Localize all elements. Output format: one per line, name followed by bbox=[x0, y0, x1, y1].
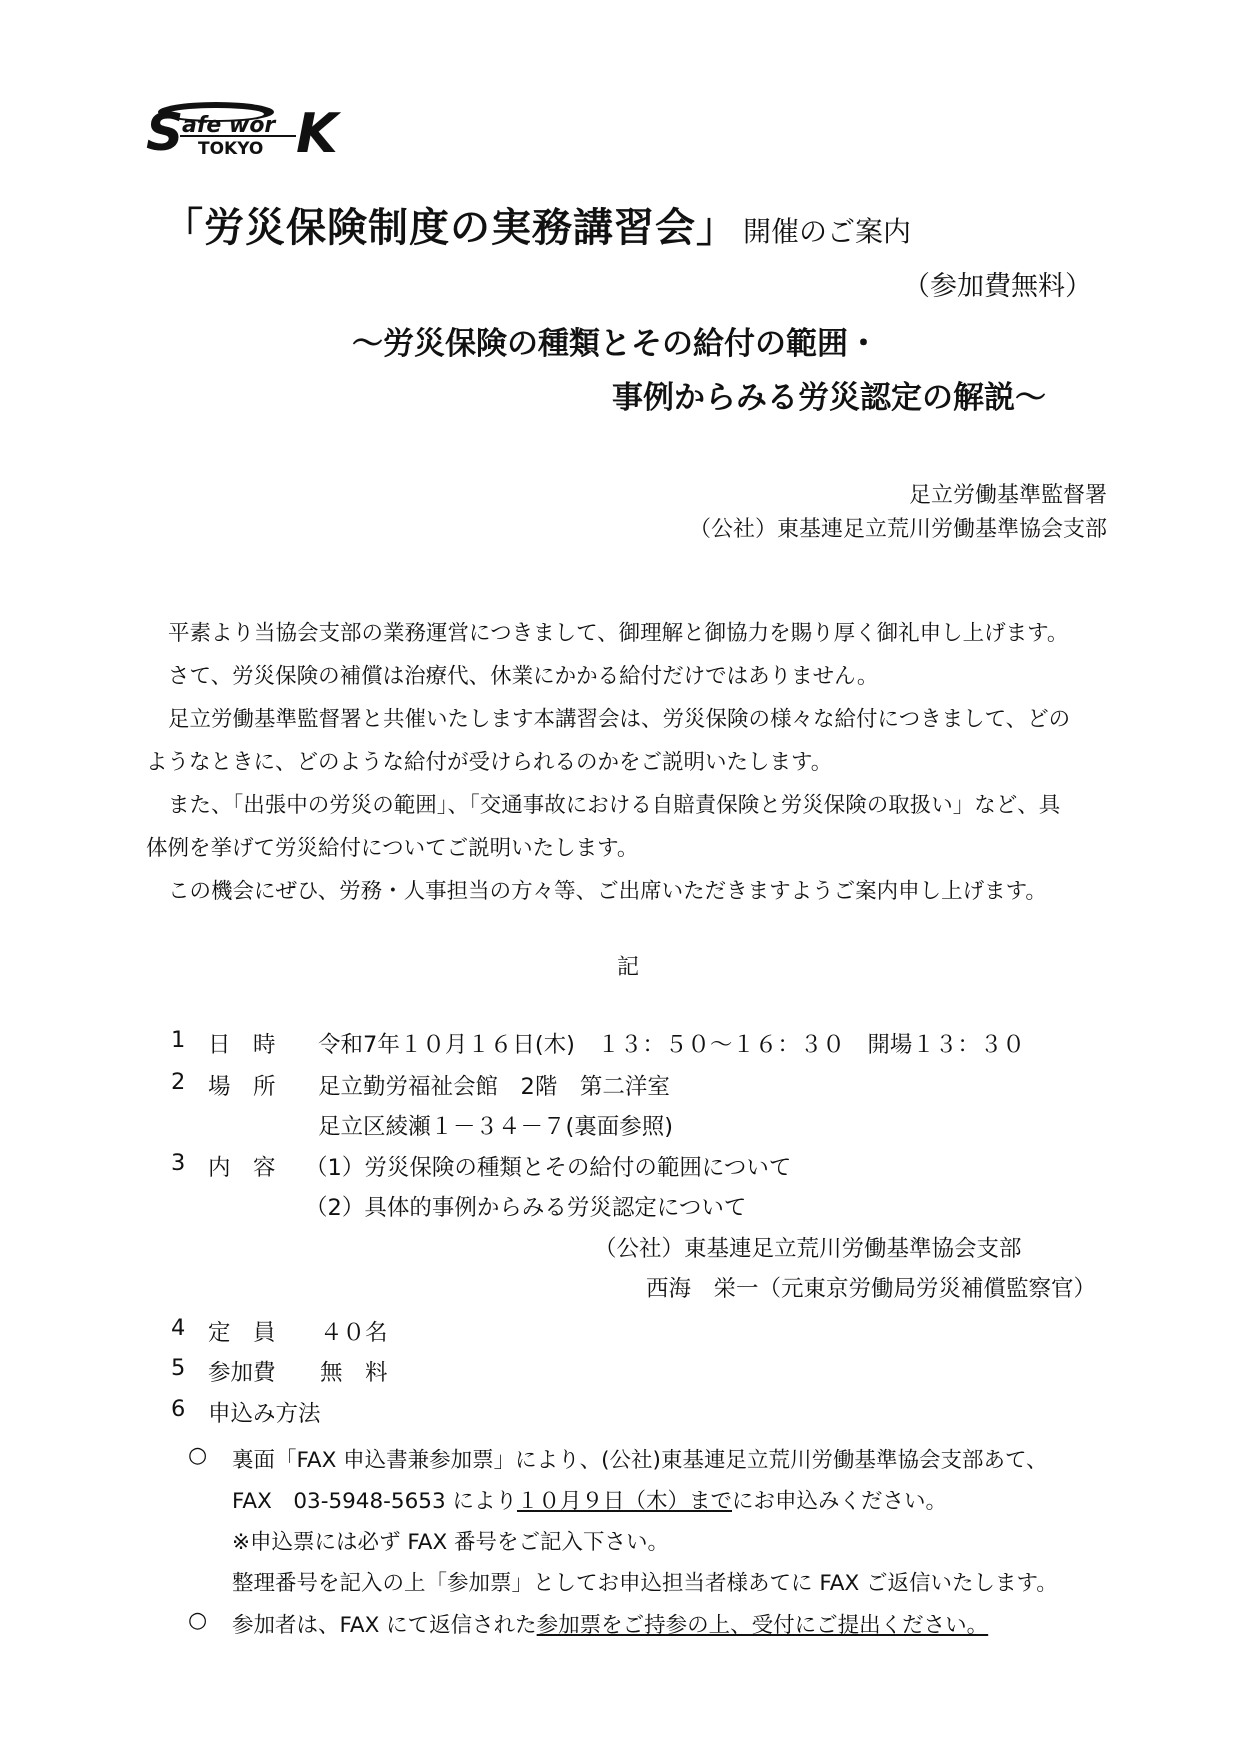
detail-capacity-value: ４０名 bbox=[320, 1320, 388, 1346]
application-note-reply: 整理番号を記入の上「参加票」としてお申込担当者様あてに FAX ご返信いたします。 bbox=[232, 1571, 1058, 1596]
detail-fee-label: 参加費 bbox=[208, 1360, 276, 1386]
subtitle-line-2: 事例からみる労災認定の解説～ bbox=[612, 380, 1046, 416]
paragraph-examples-1: また、「出張中の労災の範囲」、「交通事故における自賠責保険と労災保険の取扱い」など、具 bbox=[168, 793, 1061, 818]
page-title bbox=[163, 196, 911, 253]
paragraph-greeting: 平素より当協会支部の業務運営につきまして、御理解と御協力を賜り厚く御礼申し上げます。 bbox=[168, 621, 1069, 646]
title-suffix: 開催のご案内 bbox=[743, 215, 912, 248]
svg-text:S: S bbox=[146, 103, 184, 163]
paragraph-intro: さて、労災保険の補償は治療代、休業にかかる給付だけではありません。 bbox=[168, 664, 879, 689]
paragraph-purpose-2: ようなときに、どのような給付が受けられるのかをご説明いたします。 bbox=[146, 750, 833, 775]
detail-content-label: 内 容 bbox=[208, 1155, 276, 1181]
application-line-2 bbox=[232, 1484, 947, 1515]
subtitle-line-1: ～労災保険の種類とその給付の範囲・ bbox=[352, 326, 879, 362]
detail-lecturer-name: 西海 栄一（元東京労働局労災補償監察官） bbox=[646, 1276, 1097, 1302]
detail-capacity-number: 4 bbox=[171, 1315, 186, 1341]
application-note-fax: ※申込票には必ず FAX 番号をご記入下さい。 bbox=[232, 1530, 670, 1555]
application-participants-text: 参加者は、FAX にて返信された bbox=[232, 1613, 537, 1638]
detail-date-number: 1 bbox=[171, 1027, 186, 1053]
detail-apply-label: 申込み方法 bbox=[208, 1401, 321, 1427]
application-bring-ticket: 参加票をご持参の上、受付にご提出ください。 bbox=[536, 1613, 989, 1638]
organizer-labor-office: 足立労働基準監督署 bbox=[908, 483, 1107, 508]
free-admission-note: （参加費無料） bbox=[903, 271, 1092, 302]
paragraph-invitation: この機会にぜひ、労務・人事担当の方々等、ご出席いただきますようご案内申し上げます。 bbox=[168, 879, 1047, 904]
detail-place-address: 足立区綾瀬１－３４－７(裏面参照) bbox=[318, 1114, 674, 1140]
organizer-association: （公社）東基連足立荒川労働基準協会支部 bbox=[688, 517, 1107, 542]
detail-content-item-2: （2）具体的事例からみる労災認定について bbox=[305, 1195, 747, 1221]
bullet-circle-2: ○ bbox=[188, 1608, 208, 1633]
svg-text:TOKYO: TOKYO bbox=[198, 139, 264, 159]
detail-content-item-1: （1）労災保険の種類とその給付の範囲について bbox=[305, 1155, 792, 1181]
detail-date-label: 日 時 bbox=[208, 1032, 276, 1058]
paragraph-purpose-1: 足立労働基準監督署と共催いたします本講習会は、労災保険の様々な給付につきまして、どの bbox=[168, 707, 1071, 732]
detail-place-number: 2 bbox=[171, 1069, 186, 1095]
detail-lecturer-org: （公社）東基連足立荒川労働基準協会支部 bbox=[594, 1236, 1022, 1262]
application-line-1: 裏面「FAX 申込書兼参加票」により、(公社)東基連足立荒川労働基準協会支部あて、 bbox=[232, 1448, 1048, 1473]
title-main: 「労災保険制度の実務講習会」 bbox=[163, 205, 737, 251]
paragraph-examples-2: 体例を挙げて労災給付についてご説明いたします。 bbox=[146, 836, 639, 861]
application-deadline: １０月９日（木）まで bbox=[516, 1489, 732, 1514]
ki-heading: 記 bbox=[617, 955, 640, 980]
application-fax-number: FAX 03-5948-5653 により bbox=[232, 1489, 517, 1514]
safework-tokyo-logo bbox=[146, 98, 338, 165]
application-line-2-end: にお申込みください。 bbox=[732, 1489, 948, 1514]
bullet-circle-1: ○ bbox=[188, 1443, 208, 1468]
detail-content-number: 3 bbox=[171, 1150, 186, 1176]
detail-apply-number: 6 bbox=[171, 1396, 186, 1422]
svg-text:afe wor: afe wor bbox=[182, 113, 276, 138]
detail-date-value: 令和7年１０月１６日(木) １３：５０～１６：３０ 開場１３：３０ bbox=[318, 1032, 1025, 1058]
detail-capacity-label: 定 員 bbox=[208, 1320, 276, 1346]
detail-fee-number: 5 bbox=[171, 1355, 186, 1381]
svg-text:K: K bbox=[296, 102, 338, 165]
detail-place-value: 足立勤労福祉会館 2階 第二洋室 bbox=[318, 1074, 670, 1100]
application-line-5 bbox=[232, 1608, 988, 1639]
detail-place-label: 場 所 bbox=[208, 1074, 276, 1100]
detail-fee-value: 無 料 bbox=[320, 1360, 388, 1386]
